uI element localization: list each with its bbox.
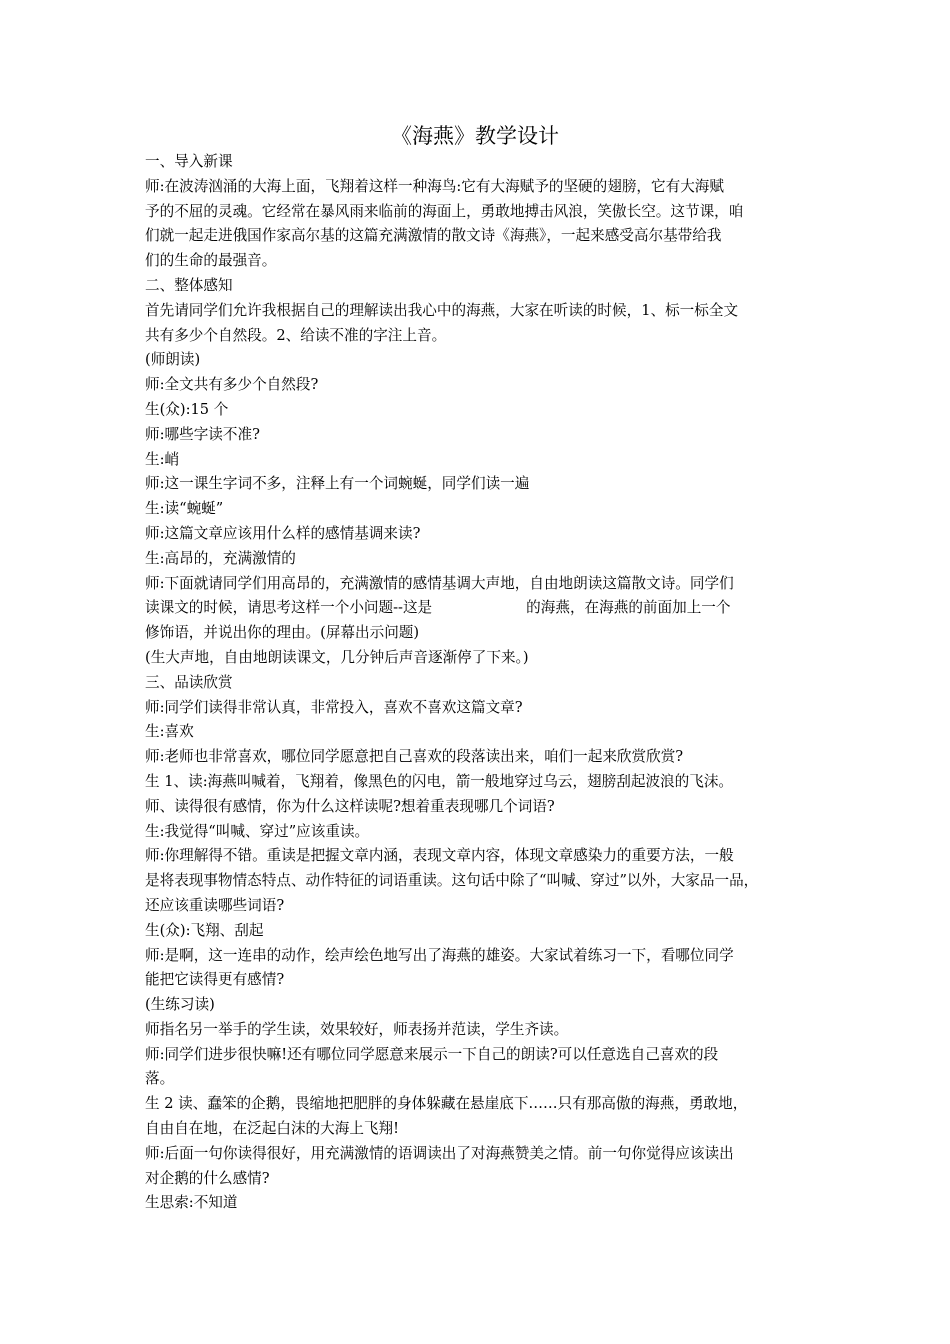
text-line: 生(众):15 个 (145, 400, 229, 418)
section-heading: 二、整体感知 (145, 276, 233, 294)
text-before-blank: 读课文的时候，请思考这样一个小问题--这是 (145, 599, 433, 617)
text-line: 们的生命的最强音。 (145, 252, 277, 270)
text-line: 生:读“蜿蜒” (145, 500, 224, 518)
text-line: 生 2 读、蠢笨的企鹅，畏缩地把肥胖的身体躲藏在悬崖底下……只有那高傲的海燕，勇敢地， (145, 1095, 748, 1113)
text-line: 还应该重读哪些词语? (145, 896, 285, 914)
text-line: 落。 (145, 1070, 175, 1088)
text-line: 师:老师也非常喜欢，哪位同学愿意把自己喜欢的段落读出来，咱们一起来欣赏欣赏? (145, 748, 684, 766)
text-line: 师:这篇文章应该用什么样的感情基调来读? (145, 524, 421, 542)
text-line: 生:喜欢 (145, 723, 194, 741)
text-line: 师:是啊，这一连串的动作，绘声绘色地写出了海燕的雄姿。大家试着练习一下，看哪位同学 (145, 946, 734, 964)
text-line: 生(众):飞翔、刮起 (145, 921, 264, 939)
text-line: 师:在波涛汹涌的大海上面，飞翔着这样一种海鸟:它有大海赋予的坚硬的翅膀，它有大海赋 (145, 177, 724, 195)
text-line: 师:同学们读得非常认真，非常投入，喜欢不喜欢这篇文章? (145, 698, 523, 716)
text-line: 生:高昂的，充满激情的 (145, 549, 296, 567)
text-line: 共有多少个自然段。2、给读不准的字注上音。 (145, 326, 447, 344)
text-line: 能把它读得更有感情? (145, 971, 285, 989)
text-line: 生:我觉得“叫喊、穿过”应该重读。 (145, 822, 370, 840)
text-line: 师、读得很有感情，你为什么这样读呢?想着重表现哪几个词语? (145, 797, 555, 815)
text-line: 们就一起走进俄国作家高尔基的这篇充满激情的散文诗《海燕》，一起来感受高尔基带给我 (145, 227, 722, 245)
text-line: 生 1、读:海燕叫喊着，飞翔着，像黑色的闪电，箭一般地穿过乌云，翅膀刮起波浪的飞沫。 (145, 772, 734, 790)
text-line: 师:同学们进步很快嘛!还有哪位同学愿意来展示一下自己的朗读?可以任意选自己喜欢的段 (145, 1045, 719, 1063)
text-line: 修饰语，并说出你的理由。(屏幕出示问题) (145, 624, 420, 642)
text-line: 生:峭 (145, 450, 180, 468)
section-heading: 一、导入新课 (145, 153, 233, 170)
text-line: 师:后面一句你读得很好，用充满激情的语调读出了对海燕赞美之情。前一句你觉得应该读出 (145, 1144, 734, 1162)
text-line-with-blank (145, 596, 815, 621)
text-line: 生思索:不知道 (145, 1194, 238, 1212)
text-after-blank: 的海燕，在海燕的前面加上一个 (526, 599, 731, 617)
text-line: 师:哪些字读不准? (145, 425, 260, 443)
text-line: 师:下面就请同学们用高昂的，充满激情的感情基调大声地，自由地朗读这篇散文诗。同学们 (145, 574, 734, 592)
text-line: 首先请同学们允许我根据自己的理解读出我心中的海燕，大家在听读的时候，1、标一标全文 (145, 301, 739, 319)
text-line: (生大声地，自由地朗读课文，几分钟后声音逐渐停了下来。) (145, 648, 529, 666)
text-line: 师指名另一举手的学生读，效果较好，师表扬并范读，学生齐读。 (145, 1020, 569, 1038)
text-line: (师朗读) (145, 351, 201, 369)
text-line: 是将表现事物情态特点、动作特征的词语重读。这句话中除了“叫喊、穿过”以外，大家品一品， (145, 872, 759, 890)
document-body (145, 150, 815, 1216)
text-line: 师:这一课生字词不多，注释上有一个词蜿蜒，同学们读一遍 (145, 475, 530, 493)
text-line: 对企鹅的什么感情? (145, 1169, 270, 1187)
text-line: 自由自在地，在泛起白沫的大海上飞翔! (145, 1120, 399, 1138)
document-title: 《海燕》教学设计 (391, 124, 559, 148)
text-line: 予的不屈的灵魂。它经常在暴风雨来临前的海面上，勇敢地搏击风浪，笑傲长空。这节课，咱 (145, 202, 744, 220)
text-line: 师:全文共有多少个自然段? (145, 376, 319, 394)
text-line: (生练习读) (145, 996, 215, 1014)
section-heading: 三、品读欣赏 (145, 673, 233, 691)
text-line: 师:你理解得不错。重读是把握文章内涵，表现文章内容，体现文章感染力的重要方法，一般 (145, 847, 734, 865)
